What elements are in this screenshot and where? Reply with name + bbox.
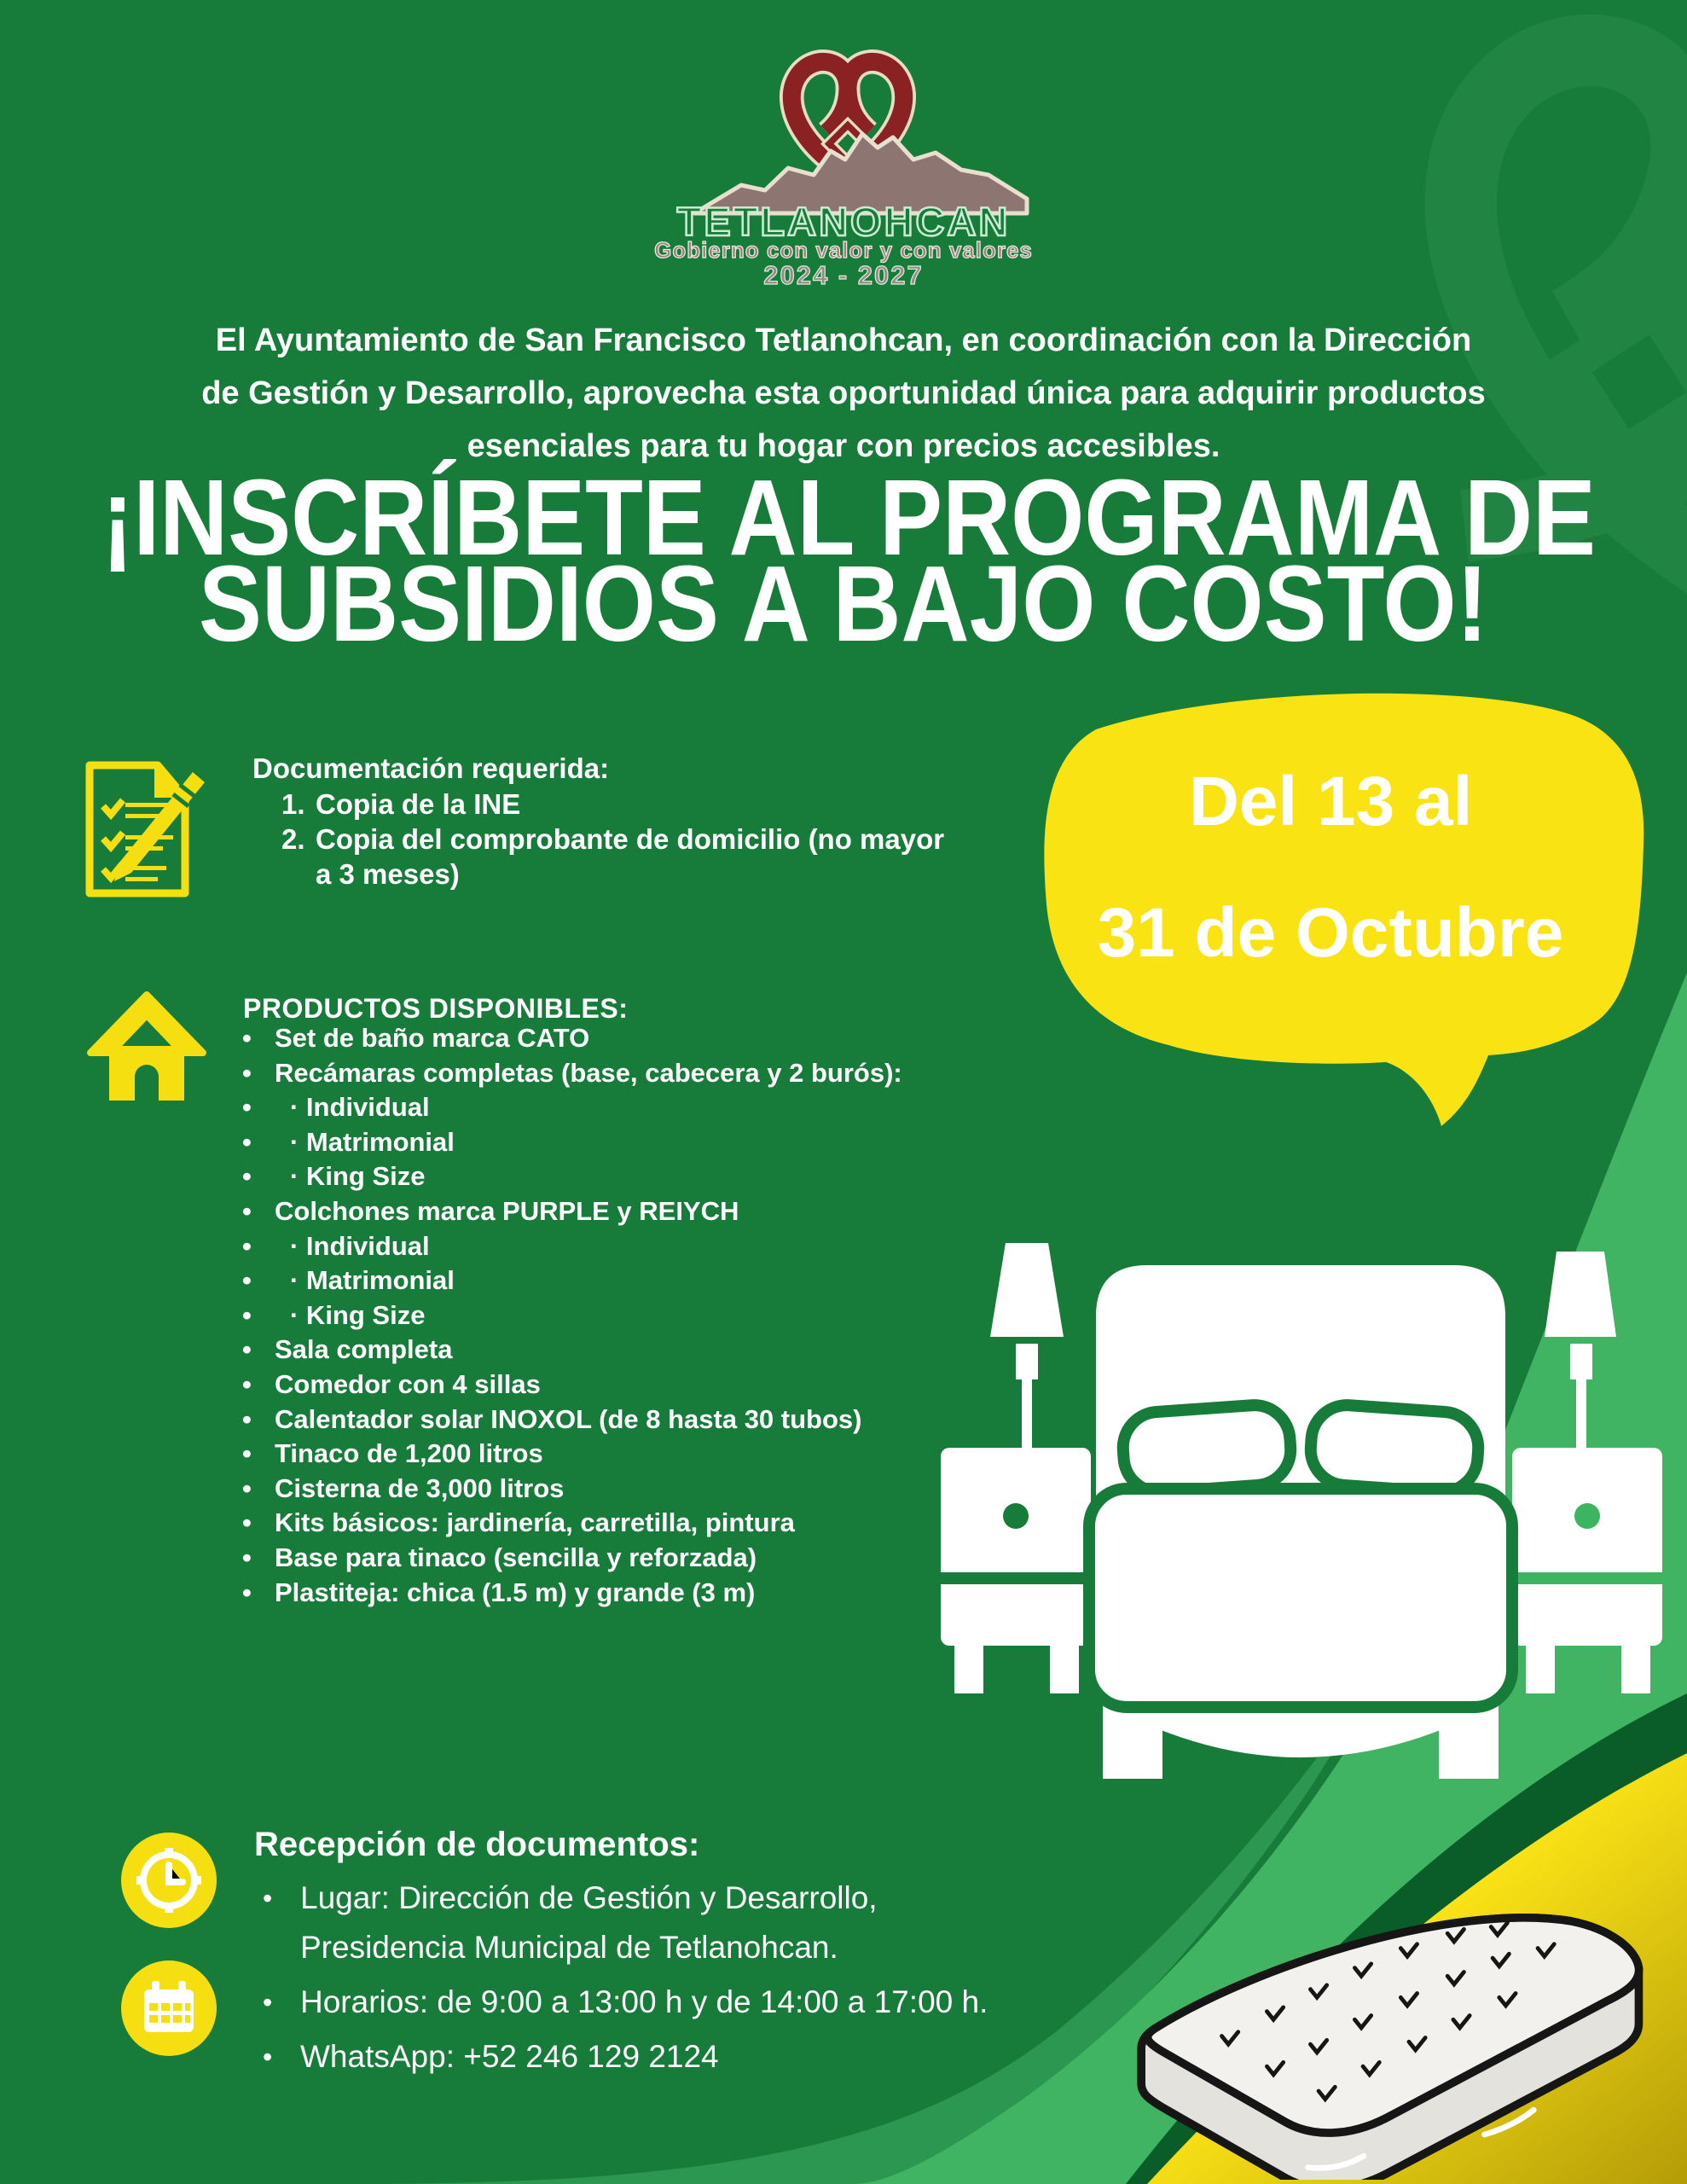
- dates-line-1: Del 13 al: [1188, 763, 1473, 840]
- intro-line: El Ayuntamiento de San Francisco Tetlanohcan, en coordinación con la Dirección: [215, 322, 1472, 358]
- product-item: • Calentador solar INOXOL (de 8 hasta 30 tubos): [234, 1403, 1001, 1438]
- reception-list: [300, 1873, 1204, 2087]
- product-item: • Comedor con 4 sillas: [234, 1368, 1001, 1403]
- product-item: • · Matrimonial: [234, 1125, 1001, 1160]
- product-item: • Sala completa: [234, 1333, 1001, 1368]
- page-title: [0, 457, 1687, 664]
- mattress-illustration: [1096, 1851, 1676, 2180]
- calendar-icon: [121, 1960, 217, 2056]
- product-item: • · King Size: [234, 1298, 1001, 1333]
- products-heading: PRODUCTOS DISPONIBLES:: [243, 993, 629, 1024]
- product-item: • Base para tinaco (sencilla y reforzada): [234, 1541, 1001, 1576]
- logo-period: 2024 - 2027: [763, 260, 924, 290]
- product-item: • · Individual: [234, 1229, 1001, 1264]
- intro-paragraph: [0, 314, 1687, 473]
- product-item: • · King Size: [234, 1159, 1001, 1194]
- intro-line: esenciales para tu hogar con precios accesibles.: [467, 428, 1220, 464]
- dates-line-2: 31 de Octubre: [1097, 894, 1564, 972]
- product-item: • Tinaco de 1,200 litros: [234, 1437, 1001, 1472]
- intro-line: de Gestión y Desarrollo, aprovecha esta oportunidad única para adquirir productos: [201, 375, 1486, 411]
- product-item: • Set de baño marca CATO: [234, 1021, 1001, 1056]
- documentation-item: 2. Copia del comprobante de domicilio (no mayor a 3 meses): [281, 823, 945, 890]
- title-line-2: SUBSIDIOS A BAJO COSTO!: [199, 543, 1488, 664]
- knot-logo: [647, 38, 1040, 222]
- document-checklist-icon: [72, 738, 269, 909]
- products-list: [234, 1021, 1001, 1610]
- documentation-list: [281, 787, 944, 892]
- product-item: • Recámaras completas (base, cabecera y 2 burós):: [234, 1056, 996, 1091]
- reception-item: • Horarios: de 9:00 a 13:00 h y de 14:00 a 17:00 h.: [300, 1978, 1204, 2027]
- dates-bubble: [1011, 678, 1650, 1130]
- title-line-1: ¡INSCRÍBETE AL PROGRAMA DE: [101, 457, 1596, 578]
- documentation-heading: Documentación requerida:: [252, 752, 610, 784]
- logo-tagline: Gobierno con valor y con valores: [654, 237, 1033, 263]
- reception-heading: Recepción de documentos:: [254, 1826, 700, 1863]
- reception-item: • WhatsApp: +52 246 129 2124: [300, 2032, 1204, 2082]
- product-item: • · Individual: [234, 1090, 1001, 1125]
- reception-item: • Lugar: Dirección de Gestión y Desarrollo, Presidencia Municipal de Tetlanohcan.: [300, 1873, 1204, 1972]
- documentation-item: 1. Copia de la INE: [281, 788, 521, 820]
- clock-icon: [121, 1833, 217, 1928]
- product-item: • Plastiteja: chica (1.5 m) y grande (3 m): [234, 1576, 1001, 1611]
- product-item: • Cisterna de 3,000 litros: [234, 1472, 1001, 1507]
- product-item: • · Matrimonial: [234, 1263, 1001, 1298]
- bed-illustration: [934, 1233, 1672, 1826]
- logo-name: TETLANOHCAN: [676, 199, 1011, 244]
- product-item: • Colchones marca PURPLE y REIYCH: [234, 1194, 1001, 1229]
- product-item: • Kits básicos: jardinería, carretilla, pintura: [234, 1506, 1001, 1541]
- house-icon: [84, 986, 210, 1106]
